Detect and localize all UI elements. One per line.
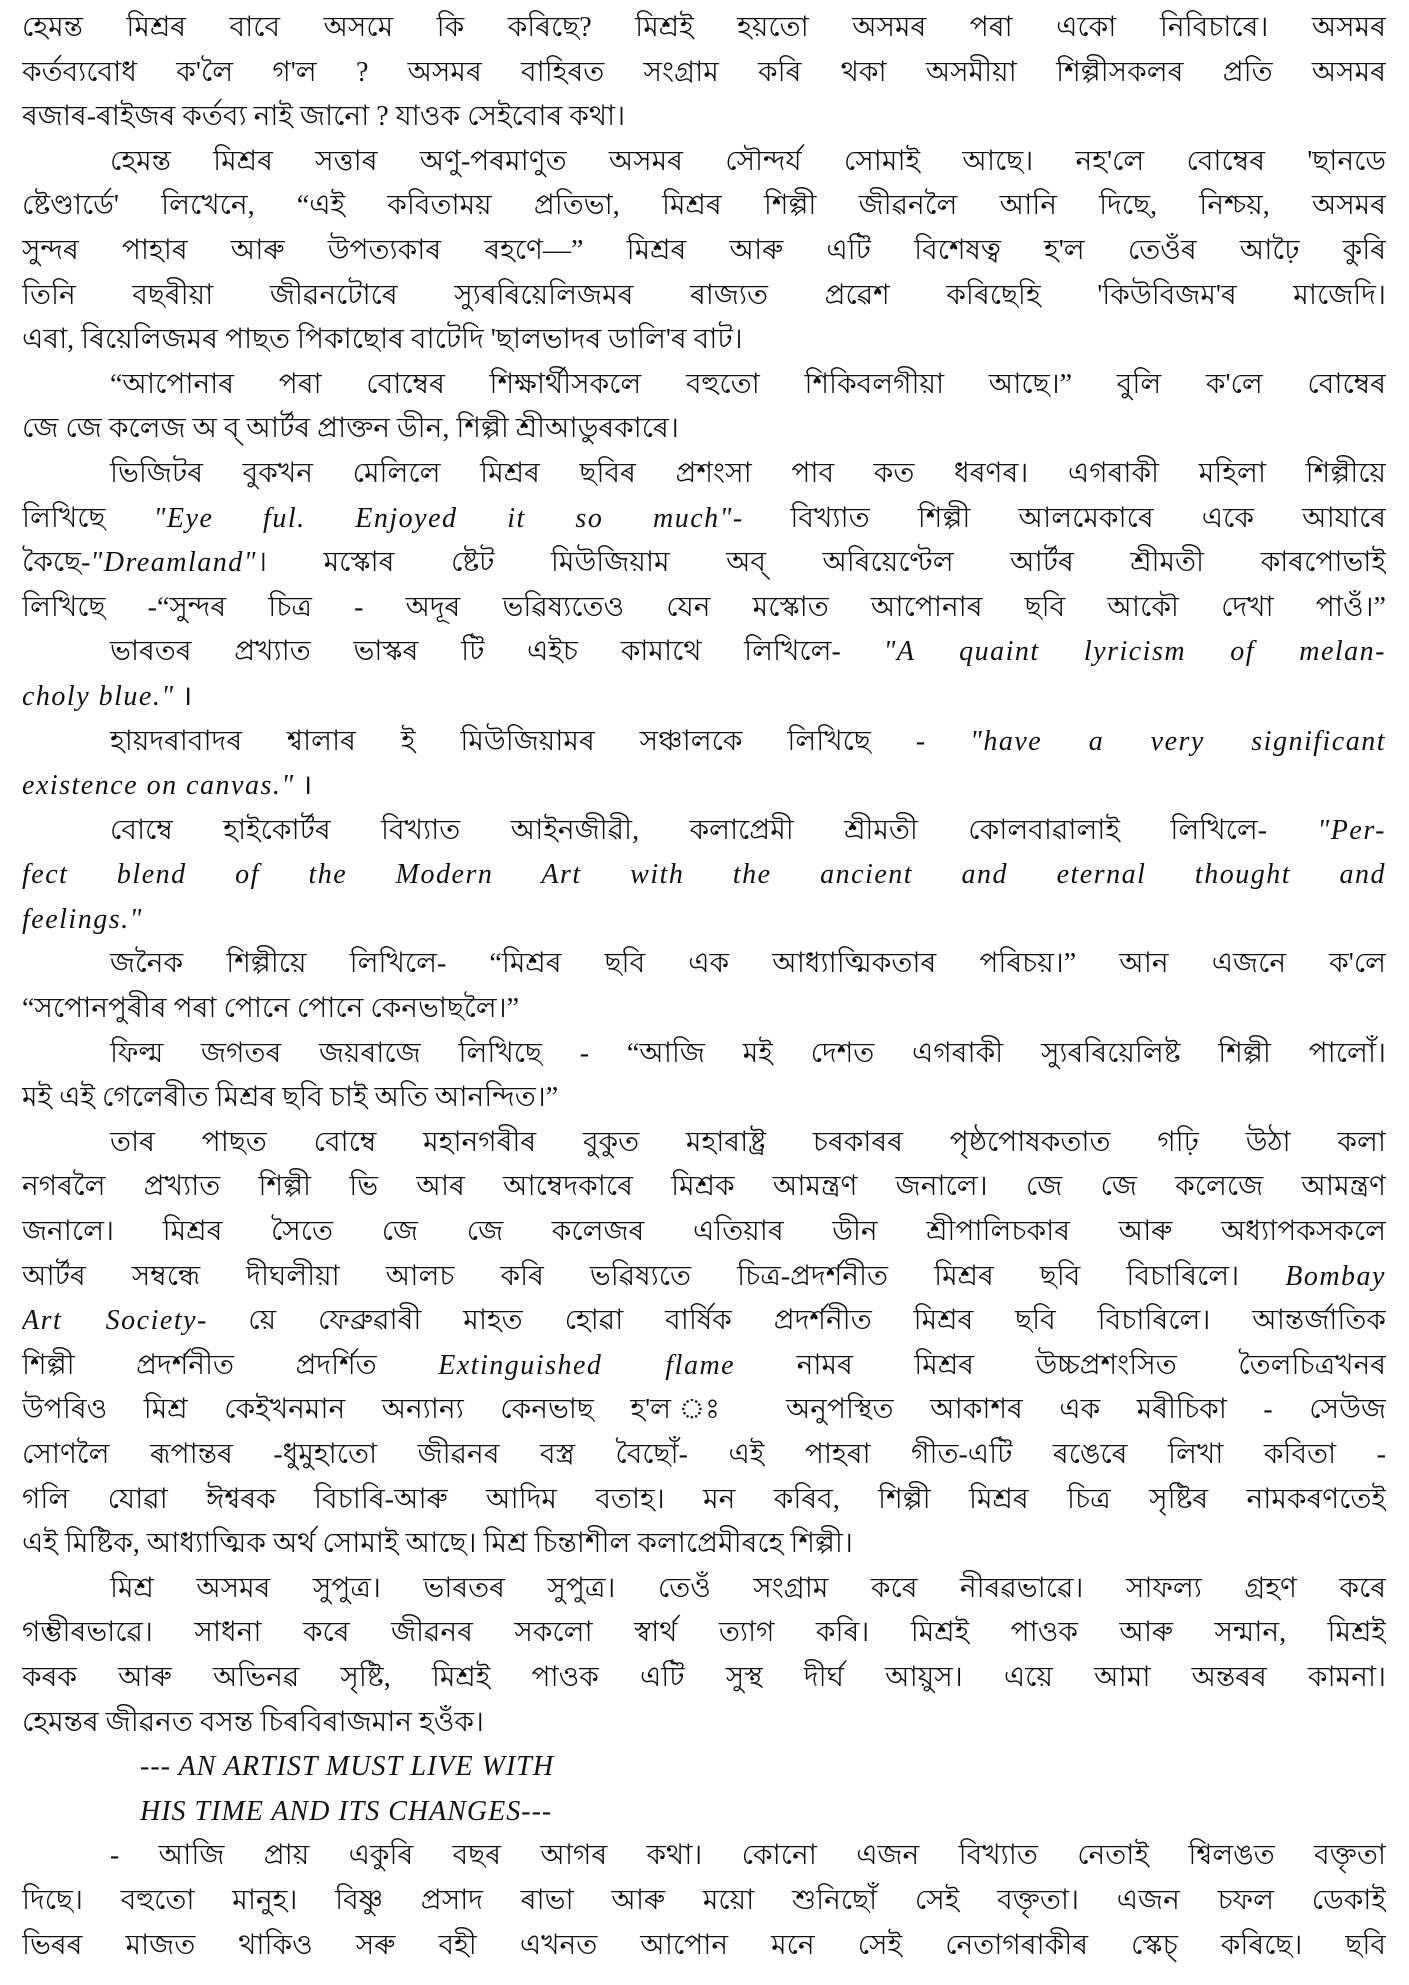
text-segment: । <box>294 770 313 802</box>
text-line <box>22 987 1386 1032</box>
text-segment: উপৰিও মিশ্ৰ কেইখনমান অন্যান্য কেনভাছ হ'ল ঃ অনুপস্থিত আকাশৰ এক মৰীচিকা - সেউজ <box>22 1394 1386 1426</box>
text-line <box>22 407 1386 452</box>
text-line <box>22 1879 1386 1924</box>
text-line <box>22 95 1386 140</box>
text-line <box>22 809 1386 854</box>
text-line <box>22 942 1386 987</box>
italic-quote: "Per- <box>1317 814 1386 846</box>
text-segment: জে জে কলেজ অ ব্ আৰ্টৰ প্ৰাক্তন ডীন, শিল্পী শ্ৰীআডুৰকাৰে। <box>22 413 679 445</box>
text-segment: ভিৰৰ মাজত থাকিও সৰু বহী এখনত আপোন মনে সেই নেতাগৰাকীৰ স্কেচ্ কৰিছে। ছবি <box>22 1929 1386 1961</box>
text-line <box>22 51 1386 96</box>
text-line <box>22 497 1386 542</box>
text-segment: হেমন্তৰ জীৱনত বসন্ত চিৰবিৰাজমান হওঁক। <box>22 1706 484 1738</box>
text-segment: - আজি প্ৰায় একুৰি বছৰ আগৰ কথা। কোনো এজন বিখ্যাত নেতাই শ্বিলঙত বক্তৃতা <box>110 1840 1386 1872</box>
text-line <box>22 1478 1386 1523</box>
text-line <box>22 1433 1386 1478</box>
text-line <box>22 1344 1386 1389</box>
text-line <box>22 1388 1386 1433</box>
text-line <box>22 1076 1386 1121</box>
text-line <box>22 274 1386 319</box>
text-line <box>22 541 1386 586</box>
text-line <box>22 675 1386 720</box>
text-segment: সোণলৈ ৰূপান্তৰ -ধুমুহাতো জীৱনৰ বস্ত্ৰ বৈছোঁ- এই পাহৰা গীত-এটি ৰঙেৰে লিখা কবিতা - <box>22 1439 1386 1470</box>
text-segment: মিশ্ৰ অসমৰ সুপুত্ৰ। ভাৰতৰ সুপুত্ৰ। তেওঁ সংগ্ৰাম কৰে নীৰৱভাৱে। সাফল্য গ্ৰহণ কৰে <box>110 1572 1386 1604</box>
text-segment: মই এই গেলেৰীত মিশ্ৰৰ ছবি চাই অতি আনন্দিত।” <box>22 1082 559 1114</box>
italic-quote: "Dreamland" <box>90 547 257 579</box>
italic-quote: "Eye ful. Enjoyed it so much" <box>153 502 733 534</box>
text-segment: দিছে। বহুতো মানুহ। বিষ্ণু প্ৰসাদ ৰাভা আৰু ময়ো শুনিছোঁ সেই বক্তৃতা। এজন চফল ডেকাই <box>22 1884 1386 1916</box>
text-line <box>22 1210 1386 1255</box>
text-segment: হেমন্ত মিশ্ৰৰ বাবে অসমে কি কৰিছে? মিশ্ৰই হয়তো অসমৰ পৰা একো নিবিচাৰে। অসমৰ <box>22 12 1386 43</box>
text-segment: --- AN ARTIST MUST LIVE WITH <box>140 1751 555 1783</box>
text-segment: - য়ে ফেব্ৰুৱাৰী মাহত হোৱা বাৰ্ষিক প্ৰদৰ্শনীত মিশ্ৰৰ ছবি বিচাৰিলে। আন্তৰ্জাতিক <box>197 1305 1386 1337</box>
text-line <box>22 898 1386 943</box>
text-line <box>22 1165 1386 1210</box>
text-line <box>22 630 1386 675</box>
section-heading-line <box>22 1745 1386 1790</box>
italic-quote: Art Society <box>22 1305 198 1337</box>
text-segment: ফিল্ম জগতৰ জয়ৰাজে লিখিছে - “আজি মই দেশত এগৰাকী স্যুৰৰিয়েলিষ্ট শিল্পী পালোঁ। <box>110 1037 1386 1069</box>
text-line <box>22 140 1386 185</box>
text-line <box>22 1611 1386 1656</box>
text-segment: জনৈক শিল্পীয়ে লিখিলে- “মিশ্ৰৰ ছবি এক আধ্যাত্মিকতাৰ পৰিচয়।” আন এজনে ক'লে <box>110 948 1386 980</box>
text-line <box>22 1701 1386 1746</box>
text-line <box>22 6 1386 51</box>
text-line <box>22 184 1386 229</box>
text-segment: নগৰলৈ প্ৰখ্যাত শিল্পী ভি আৰ আম্বেদকাৰে মিশ্ৰক আমন্ত্ৰণ জনালে। জে জে কলেজে আমন্ত্ৰণ <box>22 1171 1386 1203</box>
text-segment: - বিখ্যাত শিল্পী আলমেকাৰে একে আযাৰে <box>732 502 1386 534</box>
text-segment: “সপোনপুৰীৰ পৰা পোনে পোনে কেনভাছলৈ।” <box>22 993 520 1025</box>
text-segment: গম্ভীৰভাৱে। সাধনা কৰে জীৱনৰ সকলো স্বাৰ্থ ত্যাগ কৰি। মিশ্ৰই পাওক আৰু সন্মান, মিশ্ৰই <box>22 1617 1386 1649</box>
text-line <box>22 452 1386 497</box>
text-line <box>22 1834 1386 1879</box>
text-segment: কৰক আৰু অভিনৱ সৃষ্টি, মিশ্ৰই পাওক এটি সুস্থ দীৰ্ঘ আয়ুস। এয়ে আমা অন্তৰৰ কামনা। <box>22 1661 1386 1693</box>
italic-quote: choly blue." <box>22 680 175 712</box>
text-line <box>22 1656 1386 1701</box>
text-segment: কৈছে- <box>22 547 91 579</box>
text-line <box>22 764 1386 809</box>
text-line <box>22 1299 1386 1344</box>
text-line <box>22 586 1386 631</box>
text-segment: এই মিষ্টিক, আধ্যাত্মিক অৰ্থ সোমাই আছে। মিশ্ৰ চিন্তাশীল কলাপ্ৰেমীৰহে শিল্পী। <box>22 1528 853 1560</box>
text-line <box>22 1522 1386 1567</box>
italic-quote: "A quaint lyricism of melan- <box>883 636 1386 668</box>
text-segment: শিল্পী প্ৰদৰ্শনীত প্ৰদৰ্শিত <box>22 1349 439 1381</box>
italic-quote: "have a very significant <box>970 725 1386 757</box>
text-line <box>22 229 1386 274</box>
document-page <box>22 6 1386 1968</box>
text-segment: কৰ্তব্যবোধ ক'লৈ গ'ল ? অসমৰ বাহিৰত সংগ্ৰাম কৰি থকা অসমীয়া শিল্পীসকলৰ প্ৰতি অসমৰ <box>22 56 1386 88</box>
italic-quote: feelings." <box>22 903 143 935</box>
text-segment: এৰা, ৰিয়েলিজমৰ পাছত পিকাছোৰ বাটেদি 'ছালভাদৰ ডালি'ৰ বাট। <box>22 324 743 356</box>
text-line <box>22 363 1386 408</box>
text-segment: হায়দৰাবাদৰ শ্বালাৰ ই মিউজিয়ামৰ সঞ্চালকে লিখিছে - <box>110 725 971 757</box>
text-line <box>22 1255 1386 1300</box>
text-line <box>22 318 1386 363</box>
section-heading-line <box>22 1790 1386 1835</box>
text-segment: তিনি বছৰীয়া জীৱনটোৰে স্যুৰৰিয়েলিজমৰ ৰাজ্যত প্ৰৱেশ কৰিছেহি 'কিউবিজম'ৰ মাজেদি। <box>22 279 1386 311</box>
text-segment: লিখিছে -“সুন্দৰ চিত্ৰ - অদূৰ ভৱিষ্যতেও যেন মস্কোত আপোনাৰ ছবি আকৌ দেখা পাওঁ।” <box>22 591 1386 623</box>
italic-quote: Extinguished flame <box>438 1349 736 1381</box>
text-line <box>22 720 1386 765</box>
italic-quote: Bombay <box>1285 1260 1386 1292</box>
text-segment: । <box>174 680 193 712</box>
text-segment: সুন্দৰ পাহাৰ আৰু উপত্যকাৰ ৰহণে—” মিশ্ৰৰ আৰু এটি বিশেষত্ব হ'ল তেওঁৰ আঢ়ৈ কুৰি <box>22 234 1386 266</box>
text-segment: ষ্টেণ্ডাৰ্ডে' লিখেনে, “এই কবিতাময় প্ৰতিভা, মিশ্ৰৰ শিল্পী জীৱনলৈ আনি দিছে, নিশ্চয়, অসমৰ <box>22 190 1386 222</box>
text-line <box>22 853 1386 898</box>
text-segment: । মস্কোৰ ষ্টেট মিউজিয়াম অব্ অৰিয়েণ্টেল আৰ্টৰ শ্ৰীমতী কাৰপোভাই <box>257 547 1386 579</box>
text-segment: বোম্বে হাইকোৰ্টৰ বিখ্যাত আইনজীৱী, কলাপ্ৰেমী শ্ৰীমতী কোলবাৱালাই লিখিলে- <box>110 814 1318 846</box>
text-segment: হেমন্ত মিশ্ৰৰ সত্তাৰ অণু-পৰমাণুত অসমৰ সৌন্দৰ্য সোমাই আছে। নহ'লে বোম্বেৰ 'ছানডে <box>110 145 1386 177</box>
text-segment: নামৰ মিশ্ৰৰ উচ্চপ্ৰশংসিত তৈলচিত্ৰখনৰ <box>735 1349 1386 1381</box>
text-line <box>22 1924 1386 1969</box>
text-segment: লিখিছে <box>22 502 154 534</box>
text-segment: জনালে। মিশ্ৰৰ সৈতে জে জে কলেজৰ এতিয়াৰ ডীন শ্ৰীপালিচকাৰ আৰু অধ্যাপকসকলে <box>22 1216 1386 1248</box>
text-segment: আৰ্টৰ সম্বন্ধে দীঘলীয়া আলচ কৰি ভৱিষ্যতে চিত্ৰ-প্ৰদৰ্শনীত মিশ্ৰৰ ছবি বিচাৰিলে। <box>22 1260 1286 1292</box>
text-segment: গলি যোৱা ঈশ্বৰক বিচাৰি-আৰু আদিম বতাহ। মন কৰিব, শিল্পী মিশ্ৰৰ চিত্ৰ সৃষ্টিৰ নামকৰণতেই <box>22 1483 1386 1515</box>
text-segment: “আপোনাৰ পৰা বোম্বেৰ শিক্ষাৰ্থীসকলে বহুতো শিকিবলগীয়া আছে।” বুলি ক'লে বোম্বেৰ <box>110 368 1386 400</box>
text-segment: ভিজিটৰ বুকখন মেলিলে মিশ্ৰৰ ছবিৰ প্ৰশংসা পাব কত ধৰণৰ। এগৰাকী মহিলা শিল্পীয়ে <box>110 457 1386 489</box>
text-line <box>22 1032 1386 1077</box>
text-line <box>22 1567 1386 1612</box>
text-segment: ৰজাৰ-ৰাইজৰ কৰ্তব্য নাই জানো ? যাওক সেইবোৰ কথা। <box>22 101 626 133</box>
text-line <box>22 1121 1386 1166</box>
text-segment: তাৰ পাছত বোম্বে মহানগৰীৰ বুকুত মহাৰাষ্ট্ৰ চৰকাৰৰ পৃষ্ঠপোষকতাত গঢ়ি উঠা কলা <box>110 1126 1386 1158</box>
italic-quote: fect blend of the Modern Art with the ancient and eternal thought and <box>22 859 1386 891</box>
text-segment: HIS TIME AND ITS CHANGES--- <box>140 1795 553 1827</box>
italic-quote: existence on canvas." <box>22 770 295 802</box>
text-segment: ভাৰতৰ প্ৰখ্যাত ভাস্কৰ টি এইচ কামাথে লিখিলে- <box>110 636 884 668</box>
